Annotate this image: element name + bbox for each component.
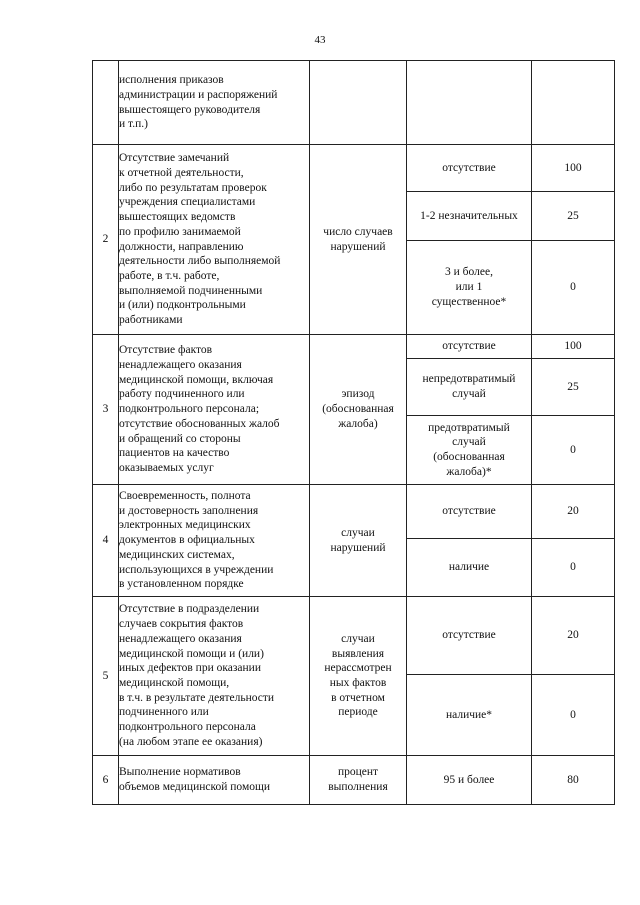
row-number: 6: [93, 756, 119, 805]
criterion-name: Отсутствие замечаний к отчетной деятельности, либо по результатам проверок учреждения специалистами вышестоящих ведомств по профилю занимаемой должности, направлению деятельности либо выполняемой работе, в т.ч. работе, выполняемой подчиненными и (или) подконтрольными работниками: [119, 145, 310, 335]
score-cell: 0: [532, 539, 615, 597]
condition-cell: 95 и более: [407, 756, 532, 805]
criteria-table: [92, 60, 615, 805]
criterion-name: Своевременность, полнота и достоверность заполнения электронных медицинских документов в официальных медицинских системах, использующихся в учреждении в установленном порядке: [119, 485, 310, 597]
score-cell: 0: [532, 241, 615, 335]
condition-cell: наличие*: [407, 675, 532, 756]
criterion-unit: процент выполнения: [310, 756, 407, 805]
condition-cell: наличие: [407, 539, 532, 597]
criterion-name: Отсутствие в подразделении случаев сокрытия фактов ненадлежащего оказания медицинской помощи и (или) иных дефектов при оказании медицинской помощи, в т.ч. в результате деятельности подчиненного или подконтрольного персонала (на любом этапе ее оказания): [119, 597, 310, 756]
score-cell: 80: [532, 756, 615, 805]
score-cell: [532, 61, 615, 145]
condition-cell: непредотвратимый случай: [407, 359, 532, 416]
score-cell: 0: [532, 416, 615, 485]
condition-cell: предотвратимый случай (обоснованная жалоба)*: [407, 416, 532, 485]
score-cell: 100: [532, 145, 615, 192]
row-number: 5: [93, 597, 119, 756]
criterion-unit: эпизод (обоснованная жалоба): [310, 335, 407, 485]
score-cell: 100: [532, 335, 615, 359]
criterion-unit: число случаев нарушений: [310, 145, 407, 335]
criterion-name: Выполнение нормативов объемов медицинской помощи: [119, 756, 310, 805]
table-row: [93, 61, 615, 145]
row-number: [93, 61, 119, 145]
condition-cell: отсутствие: [407, 145, 532, 192]
table-row: [93, 145, 615, 192]
criterion-unit: случаи выявления нерассмотрен ных фактов в отчетном периоде: [310, 597, 407, 756]
score-cell: 20: [532, 485, 615, 539]
condition-cell: 1-2 незначительных: [407, 192, 532, 241]
page-number: 43: [314, 34, 326, 46]
row-number: 2: [93, 145, 119, 335]
row-number: 3: [93, 335, 119, 485]
criterion-name: Отсутствие фактов ненадлежащего оказания медицинской помощи, включая работу подчиненного или подконтрольного персонала; отсутствие обоснованных жалоб и обращений со стороны пациентов на качество оказываемых услуг: [119, 335, 310, 485]
table-row: [93, 485, 615, 539]
table-row: [93, 597, 615, 675]
row-number: 4: [93, 485, 119, 597]
criterion-unit: [310, 61, 407, 145]
score-cell: 0: [532, 675, 615, 756]
condition-cell: [407, 61, 532, 145]
condition-cell: отсутствие: [407, 485, 532, 539]
score-cell: 25: [532, 192, 615, 241]
condition-cell: отсутствие: [407, 597, 532, 675]
criterion-unit: случаи нарушений: [310, 485, 407, 597]
criterion-name: исполнения приказов администрации и распоряжений вышестоящего руководителя и т.п.): [119, 61, 310, 145]
table-row: [93, 335, 615, 359]
condition-cell: отсутствие: [407, 335, 532, 359]
table-row: [93, 756, 615, 805]
score-cell: 20: [532, 597, 615, 675]
condition-cell: 3 и более, или 1 существенное*: [407, 241, 532, 335]
score-cell: 25: [532, 359, 615, 416]
